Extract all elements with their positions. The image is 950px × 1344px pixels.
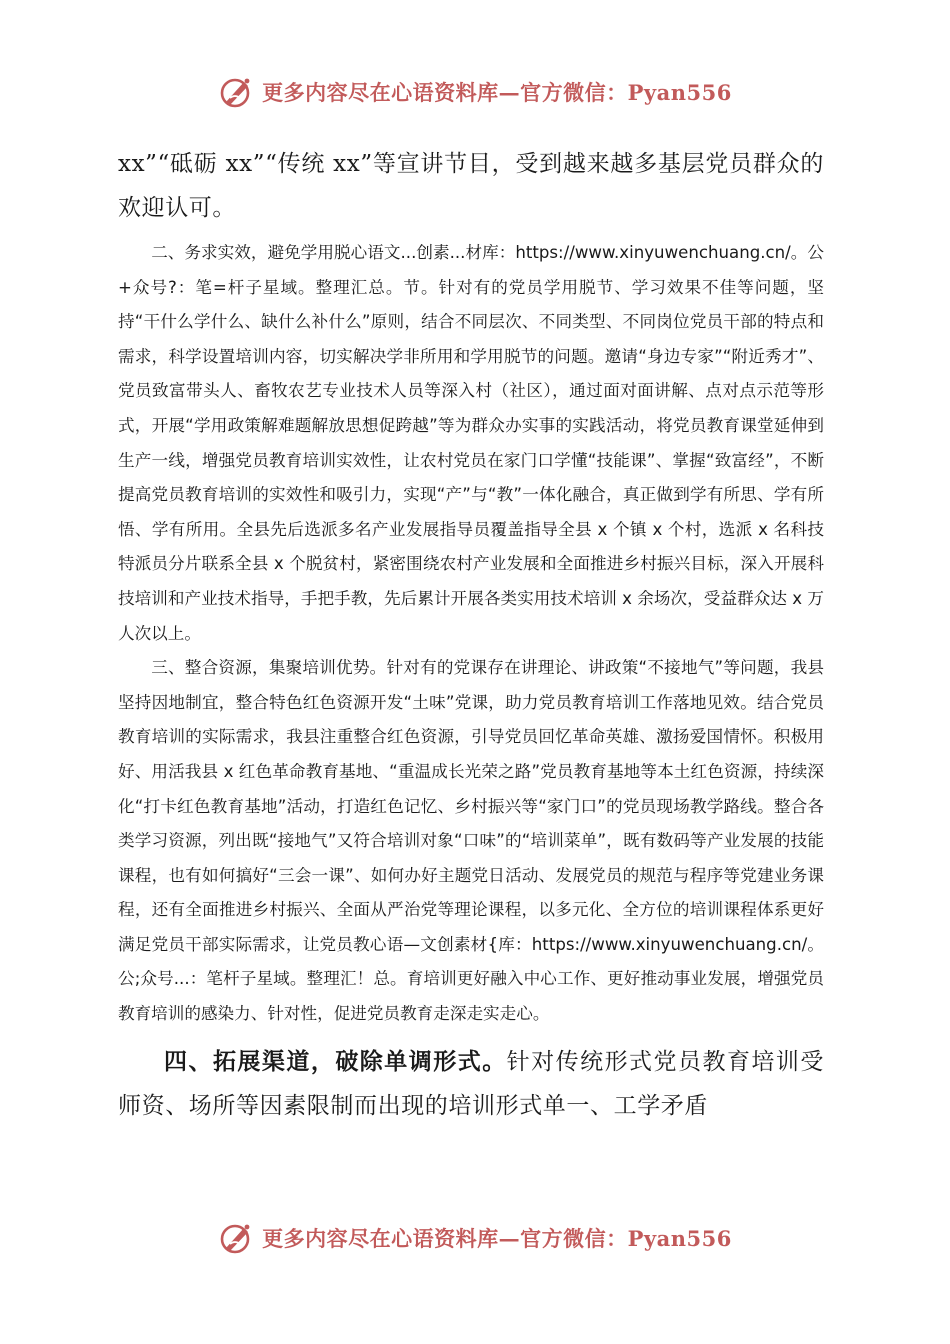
paragraph-section-four xyxy=(118,1040,824,1128)
footer-banner xyxy=(0,1216,950,1260)
paragraph-continuation: xx”“砥砺 xx”“传统 xx”等宣讲节目，受到越来越多基层党员群众的欢迎认可。 xyxy=(118,151,824,221)
paragraph-section-three: 三、整合资源，集聚培训优势。针对有的党课存在讲理论、讲政策“不接地气”等问题，我县坚持因地制宜，整合特色红色资源开发“土味”党课，助力党员教育培训工作落地见效。结合党员教育培训的实际需求，我县注重整合红色资源，引导党员回忆革命英雄、激扬爱国情怀。积极用好、用活我县 x 红色革命教育基地、“重温成长光荣之路”党员教育基地等本土红色资源，持续深化“打卡红色教育基地”活动，打造红色记忆、乡村振兴等“家门口”的党员现场教学路线。整合各类学习资源，列出既“接地气”又符合培训对象“口味”的“培训菜单”，既有数码等产业发展的技能课程，也有如何搞好“三会一课”、如何办好主题党日活动、发展党员的规范与程序等党建业务课程，还有全面推进乡村振兴、全面从严治党等理论课程，以多元化、全方位的培训课程体系更好满足党员干部实际需求，让党员教心语—文创素材{库：https://www.xinyuwenchuang.cn/。公;众号...：笔杆子星域。整理汇！总。育培训更好融入中心工作、更好推动事业发展，增强党员教育培训的感染力、针对性，促进党员教育走深走实走心。 xyxy=(118,658,824,1024)
paragraph-section-two: 二、务求实效，避免学用脱心语文...创素...材库：https://www.xinyuwenchuang.cn/。公+众号?：笔=杆子星域。整理汇总。节。针对有的党员学用脱节、学习效果不佳等问题，坚持“干什么学什么、缺什么补什么”原则，结合不同层次、不同类型、不同岗位党员干部的特点和需求，科学设置培训内容，切实解决学非所用和学用脱节的问题。邀请“身边专家”“附近秀才”、党员致富带头人、畜牧农艺专业技术人员等深入村（社区），通过面对面讲解、点对点示范等形式，开展“学用政策解难题解放思想促跨越”等为群众办实事的实践活动，将党员教育课堂延伸到生产一线，增强党员教育培训实效性，让农村党员在家门口学懂“技能课”、掌握“致富经”，不断提高党员教育培训的实效性和吸引力，实现“产”与“教”一体化融合，真正做到学有所思、学有所悟、学有所用。全县先后选派多名产业发展指导员覆盖指导全县 x 个镇 x 个村，选派 x 名科技特派员分片联系全县 x 个脱贫村，紧密围绕农村产业发展和全面推进乡村振兴目标，深入开展科技培训和产业技术指导，手把手教，先后累计开展各类实用技术培训 x 余场次，受益群众达 x 万人次以上。 xyxy=(118,243,824,643)
section-four-heading: 四、拓展渠道，破除单调形式。 xyxy=(164,1047,507,1075)
pen-seal-logo-icon xyxy=(218,1220,254,1256)
header-banner-text: 更多内容尽在心语资料库—官方微信：Pyan556 xyxy=(262,80,732,105)
section-four-body: 针对传统形式党员教育培训受师资、场所等因素限制而出现的培训形式单一、工学矛盾 xyxy=(118,1048,824,1119)
pen-seal-logo-icon xyxy=(218,74,254,110)
header-banner xyxy=(0,70,950,114)
footer-banner-text: 更多内容尽在心语资料库—官方微信：Pyan556 xyxy=(262,1226,732,1251)
document-body xyxy=(118,142,824,1128)
